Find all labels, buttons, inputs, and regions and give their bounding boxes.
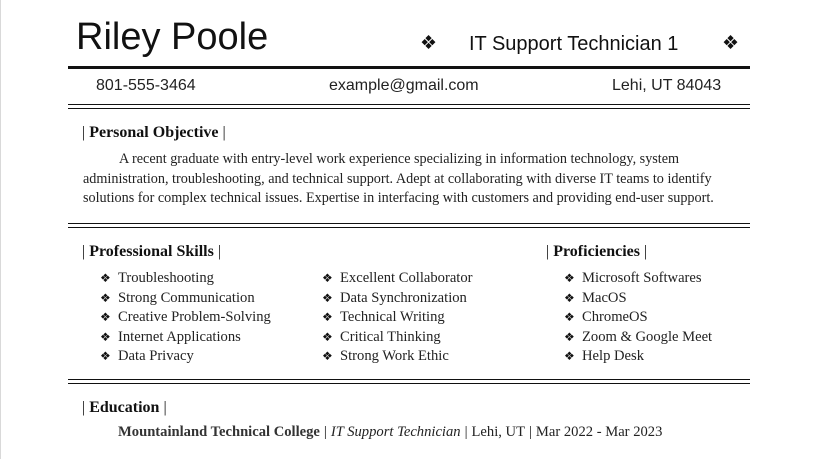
divider-rule [68, 383, 750, 384]
job-title: IT Support Technician 1 [469, 33, 679, 55]
candidate-name: Riley Poole [76, 16, 269, 58]
school-location: Lehi, UT [471, 424, 525, 440]
diamond-bullet-icon: ❖ [100, 329, 111, 344]
list-item: ❖ Strong Communication [100, 289, 271, 309]
list-item: ❖ Excellent Collaborator [322, 269, 473, 289]
diamond-bullet-icon: ❖ [564, 310, 575, 324]
diamond-bullet-icon: ❖ [100, 290, 111, 305]
diamond-bullet-icon: ❖ [564, 271, 575, 285]
objective-text: A recent graduate with entry-level work experience specializing in information technology, system administration, troubleshooting, and technical support. Adept at collaborating with diverse IT teams to identify solutions for complex technical issues. Expertise in interfacing with customers and providing end-user support. [83, 151, 714, 206]
skills-heading: | Professional Skills | [82, 243, 222, 260]
header-rule [68, 66, 750, 69]
divider-rule [68, 379, 750, 380]
diamond-bullet-icon: ❖ [100, 349, 111, 363]
contact-location: Lehi, UT 84043 [612, 77, 722, 94]
diamond-bullet-icon: ❖ [100, 271, 111, 285]
divider-rule [68, 223, 750, 224]
divider-rule [68, 108, 750, 109]
diamond-ornament-icon: ❖ [722, 33, 740, 54]
proficiencies-heading: | Proficiencies | [546, 243, 648, 260]
diamond-bullet-icon: ❖ [322, 329, 333, 344]
education-entry: Mountainland Technical College | IT Support Technician | Lehi, UT | Mar 2022 - Mar 2023 [118, 424, 663, 440]
list-item: ❖ Creative Problem-Solving [100, 308, 271, 328]
list-item: ❖ Technical Writing [322, 308, 473, 328]
program-name: IT Support Technician [330, 424, 461, 440]
diamond-bullet-icon: ❖ [564, 290, 575, 305]
list-item: ❖ Data Synchronization [322, 289, 473, 309]
diamond-bullet-icon: ❖ [564, 349, 575, 363]
list-item: ❖ Microsoft Softwares [564, 269, 712, 289]
objective-heading: | Personal Objective | [82, 124, 226, 141]
education-dates: Mar 2022 - Mar 2023 [535, 424, 663, 440]
diamond-bullet-icon: ❖ [322, 290, 333, 305]
diamond-ornament-icon: ❖ [420, 33, 438, 54]
divider-rule [68, 104, 750, 105]
contact-email: example@gmail.com [329, 77, 479, 94]
list-item: ❖ Troubleshooting [100, 269, 271, 289]
skills-list-1 [100, 269, 271, 367]
list-item: ❖ MacOS [564, 289, 712, 309]
school-name: Mountainland Technical College [118, 424, 320, 440]
page-edge [0, 0, 1, 459]
skills-list-2 [322, 269, 473, 367]
education-heading: | Education | [82, 399, 167, 416]
list-item: ❖ Help Desk [564, 347, 712, 367]
divider-rule [68, 227, 750, 228]
proficiencies-list [564, 269, 712, 367]
diamond-bullet-icon: ❖ [322, 310, 333, 324]
list-item: ❖ Strong Work Ethic [322, 347, 473, 367]
contact-phone: 801-555-3464 [96, 77, 196, 94]
diamond-bullet-icon: ❖ [564, 329, 575, 344]
list-item: ❖ Data Privacy [100, 347, 271, 367]
list-item: ❖ ChromeOS [564, 308, 712, 328]
diamond-bullet-icon: ❖ [100, 310, 111, 324]
list-item: ❖ Critical Thinking [322, 328, 473, 348]
diamond-bullet-icon: ❖ [322, 271, 333, 285]
diamond-bullet-icon: ❖ [322, 349, 333, 363]
list-item: ❖ Zoom & Google Meet [564, 328, 712, 348]
job-title-block [420, 30, 750, 60]
list-item: ❖ Internet Applications [100, 328, 271, 348]
